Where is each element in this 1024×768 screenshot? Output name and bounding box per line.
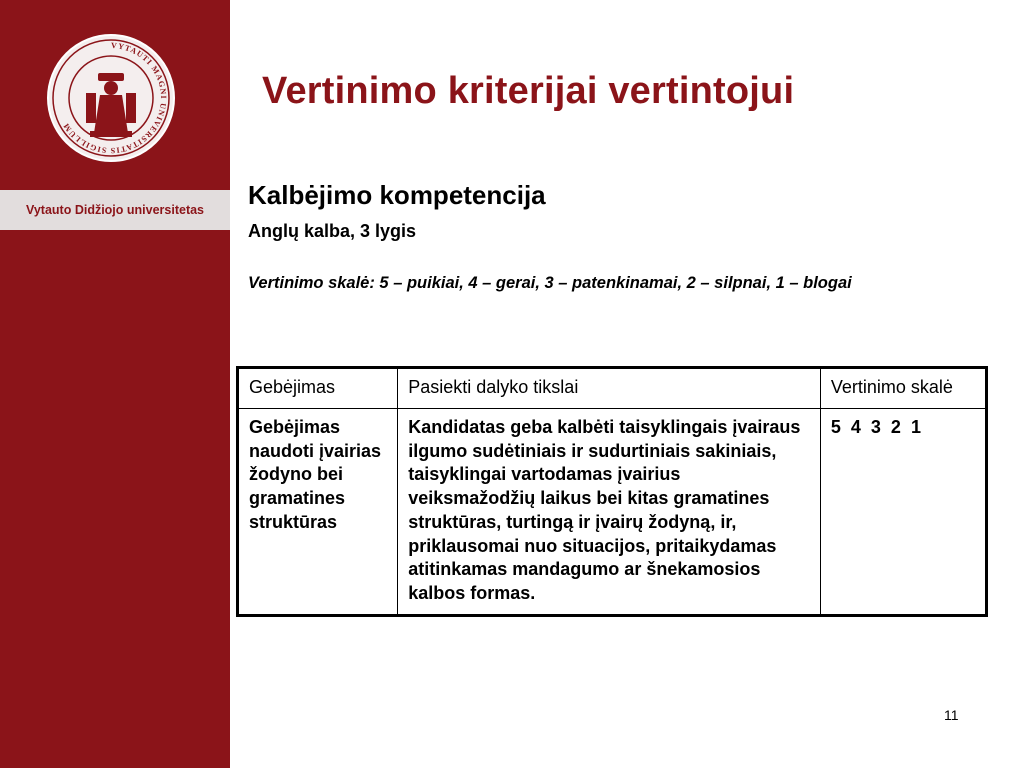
table-row [238,408,987,615]
university-name-band [0,190,230,230]
cell-skill: Gebėjimas naudoti įvairias žodyno bei gramatines struktūras [238,408,398,615]
table-header-row [238,368,987,409]
seal-text: VYTAUTI MAGNI UNIVERSITATIS SIGILLUM [61,40,168,156]
section-subtitle: Kalbėjimo kompetencija [248,180,546,210]
sidebar [0,0,230,768]
university-name: Vytauto Didžiojo universitetas [25,203,205,217]
university-seal-icon [46,33,176,163]
header-scale: Vertinimo skalė [820,368,986,409]
language-level: Anglų kalba, 3 lygis [248,221,417,241]
page-number: 11 [944,707,959,723]
criteria-table [236,366,988,617]
rating-scale-legend: Vertinimo skalė: 5 – puikiai, 4 – gerai, 3 – patenkinamai, 2 – silpnai, 1 – blogai [248,274,852,292]
cell-scale: 5 4 3 2 1 [820,408,986,615]
page-title: Vertinimo kriterijai vertintojui [262,70,795,112]
cell-goal: Kandidatas geba kalbėti taisyklingais įvairaus ilgumo sudėtiniais ir sudurtiniais sakiniais, taisyklingai vartodamas įvairius veiksmažodžių laikus bei kitas gramatines struktūras, turtingą ir įvairų žodyną, ir, priklausomai nuo situacijos, pritaikydamas atitinkamas mandagumo ar šnekamosios kalbos formas. [398,408,821,615]
header-skill: Gebėjimas [238,368,398,409]
header-goals: Pasiekti dalyko tikslai [398,368,821,409]
